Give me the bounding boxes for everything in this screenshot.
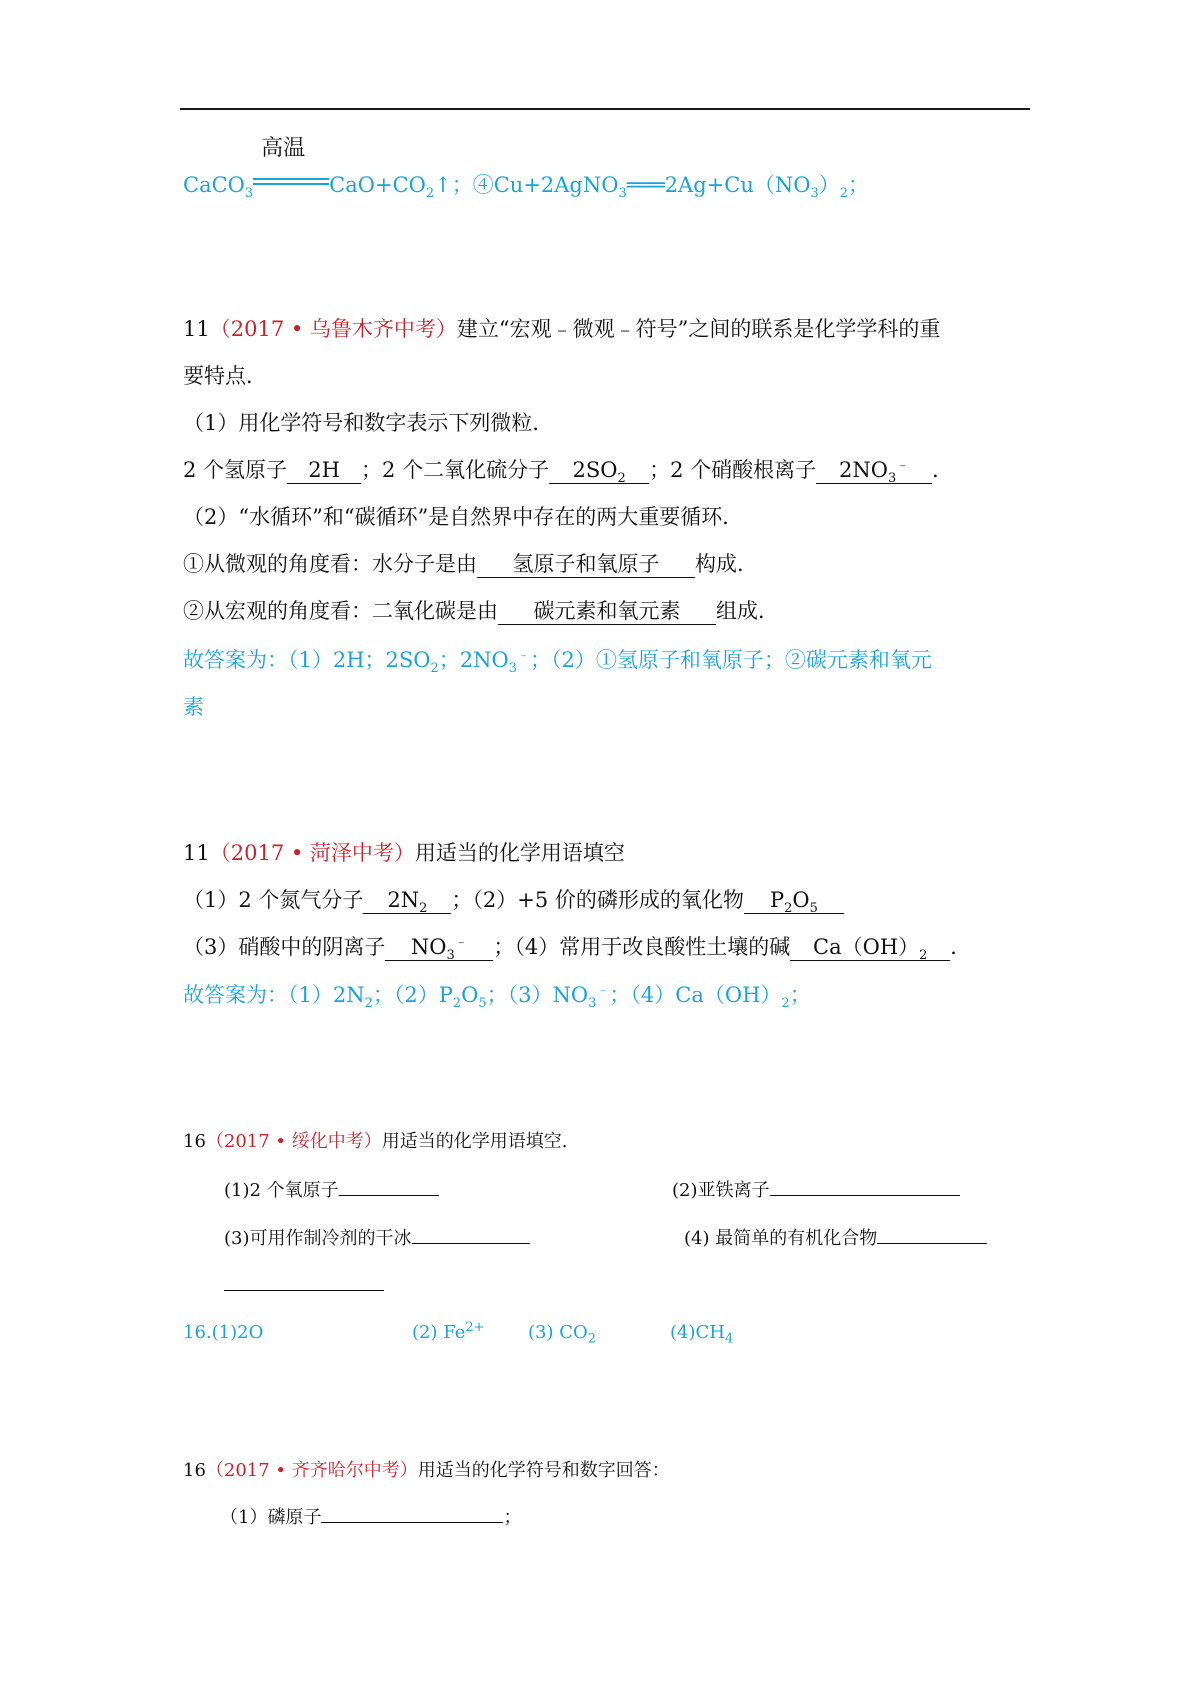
part-title: （2）“水循环”和“碳循环”是自然界中存在的两大重要循环． <box>183 505 744 529</box>
eq-sub: 3 <box>618 186 627 202</box>
fill-label: 组成． <box>716 599 779 623</box>
q3-item3 <box>224 1223 530 1254</box>
question-stem: 用适当的化学用语填空 <box>414 841 625 865</box>
answer-sub: 2 <box>364 996 373 1012</box>
q2-line1 <box>183 885 844 915</box>
fill-label: ；（4）常用于改良酸性土壤的碱 <box>493 935 791 959</box>
condition-bar <box>253 178 329 180</box>
eq-text: CaCO <box>183 173 245 197</box>
part-title: （1）用化学符号和数字表示下列微粒． <box>183 411 554 435</box>
answer-sup: ﹣ <box>896 458 910 473</box>
q4-item1 <box>220 1502 521 1533</box>
answer-sub: 3 <box>588 996 597 1012</box>
answer-blank <box>363 887 451 917</box>
answer-blank <box>477 551 695 578</box>
fill-label: ；2 个二氧化硫分子 <box>361 458 550 482</box>
q3-answer-4 <box>670 1318 733 1348</box>
q3-stem <box>183 1127 568 1157</box>
answer-sub: 3 <box>887 471 897 487</box>
fill-label: （1）2 个氮气分子 <box>183 888 364 912</box>
answer-sub: 2 <box>919 948 928 964</box>
q3-answer-3 <box>528 1318 596 1348</box>
answer-text: Ca（OH） <box>813 935 920 959</box>
answer-sub: 2 <box>430 661 439 677</box>
answer-sub: 5 <box>809 901 818 917</box>
q1-answer-line1 <box>183 645 932 675</box>
answer-key: O <box>461 983 479 1007</box>
answer-blank <box>287 457 361 484</box>
fill-label: (3)可用作制冷剂的干冰 <box>224 1228 412 1249</box>
eq-sub: 3 <box>244 186 254 202</box>
answer-text: P <box>769 888 785 912</box>
question-source: （2017 • 菏泽中考） <box>209 841 415 865</box>
answer-blank <box>385 934 493 964</box>
fill-label: （1）磷原子 <box>220 1507 322 1528</box>
q1-part2-item2 <box>183 596 779 626</box>
answer-text: O <box>792 888 810 912</box>
eq-text: ↑；④Cu+2AgNO <box>434 173 619 197</box>
answer-blank <box>790 934 950 964</box>
question-stem: 要特点． <box>183 364 267 388</box>
top-equation <box>183 136 870 202</box>
condition-bar <box>253 183 329 185</box>
answer-key: 故答案为：（1）2H；2SO <box>183 648 431 672</box>
eq-sub: 3 <box>810 186 819 202</box>
answer-blank <box>498 598 716 625</box>
answer-key: 16.(1)2O <box>183 1322 264 1343</box>
q2-line2 <box>183 932 971 962</box>
answer-sup: 2+ <box>465 1320 485 1335</box>
q2-answer <box>183 980 811 1010</box>
answer-blank[interactable] <box>770 1175 960 1196</box>
condition-text: 高温 <box>261 136 306 161</box>
answer-sub: 2 <box>784 901 793 917</box>
q3-item2 <box>672 1175 960 1206</box>
answer-sub: 2 <box>419 901 428 917</box>
q2-stem <box>183 838 625 868</box>
q3-item1 <box>224 1175 439 1206</box>
eq-text: ； <box>848 173 870 197</box>
fill-label: ． <box>950 935 972 959</box>
fill-label: ①从微观的角度看：水分子是由 <box>183 552 477 576</box>
q4-stem <box>183 1456 670 1486</box>
question-source: （2017 • 绥化中考） <box>205 1131 382 1152</box>
answer-blank[interactable] <box>877 1223 987 1244</box>
question-stem: 用适当的化学用语填空. <box>381 1131 568 1152</box>
question-stem: 建立“宏观﹣微观﹣符号”之间的联系是化学学科的重 <box>456 317 941 341</box>
q1-part1-answers <box>183 455 953 485</box>
answer-sub: 3 <box>508 661 518 677</box>
fill-label: (2)亚铁离子 <box>672 1180 770 1201</box>
answer-blank[interactable] <box>321 1502 503 1523</box>
answer-key: 素 <box>183 695 204 719</box>
fill-label: （3）硝酸中的阴离子 <box>183 935 386 959</box>
q1-stem-line2 <box>183 361 267 391</box>
answer-sub: 2 <box>452 996 462 1012</box>
answer-blank[interactable] <box>339 1175 439 1196</box>
answer-blank <box>816 457 932 487</box>
question-source: （2017 • 乌鲁木齐中考） <box>209 317 457 341</box>
q3-item4-continuation <box>224 1270 384 1301</box>
eq-text: CaO+CO <box>329 173 426 197</box>
answer-text: 2H <box>308 458 340 482</box>
answer-key: 故答案为：（1）2N <box>183 983 365 1007</box>
q3-answer-1 <box>183 1318 263 1348</box>
answer-key: ；（2）P <box>372 983 453 1007</box>
question-stem: 用适当的化学符号和数字回答： <box>417 1460 670 1481</box>
answer-sub: 2 <box>587 1331 597 1347</box>
answer-key: ； <box>789 983 811 1007</box>
fill-label: ； <box>503 1507 522 1528</box>
eq-sub: 2 <box>839 186 849 202</box>
answer-key: ；（2）①氢原子和氧原子；②碳元素和氧元 <box>530 648 932 672</box>
answer-blank[interactable] <box>224 1270 384 1291</box>
question-number: 11 <box>183 317 210 341</box>
fill-label: ． <box>932 458 954 482</box>
q3-item4 <box>684 1223 987 1254</box>
fill-label: (1)2 个氧原子 <box>224 1180 339 1201</box>
answer-key: ；（3）NO <box>486 983 589 1007</box>
fill-label: ②从宏观的角度看：二氧化碳是由 <box>183 599 498 623</box>
question-number: 11 <box>183 841 210 865</box>
answer-key: ；2NO <box>438 648 509 672</box>
answer-text: NO <box>410 935 447 959</box>
eq-text: ） <box>818 173 840 197</box>
answer-text: 2NO <box>839 458 888 482</box>
answer-blank[interactable] <box>412 1223 530 1244</box>
eq-sub: 2 <box>425 186 435 202</box>
question-number: 16 <box>183 1460 206 1481</box>
answer-text: 氢原子和氧原子 <box>512 552 660 576</box>
answer-sub: 5 <box>478 996 487 1012</box>
fill-label: 2 个氢原子 <box>183 458 288 482</box>
answer-blank <box>549 457 649 487</box>
fill-label: ；（2）+5 价的磷形成的氧化物 <box>451 888 744 912</box>
fill-label: 构成． <box>695 552 758 576</box>
q3-answer-2 <box>412 1318 485 1348</box>
answer-sub: 4 <box>724 1331 734 1347</box>
fill-label: (4) 最简单的有机化合物 <box>684 1228 878 1249</box>
answer-sub: 3 <box>446 948 455 964</box>
q1-part2-item1 <box>183 549 758 579</box>
answer-key: (3) CO <box>528 1322 588 1343</box>
answer-key: ；（4）Ca（OH） <box>609 983 782 1007</box>
answer-key: (4)CH <box>670 1322 725 1343</box>
answer-sup: ﹣ <box>596 983 610 998</box>
q1-part1-title <box>183 408 553 438</box>
answer-text: 2N <box>387 888 420 912</box>
eq-text: ═══2Ag+Cu（NO <box>626 173 811 197</box>
answer-key: (2) Fe <box>412 1322 466 1343</box>
answer-sup: ﹣ <box>454 935 468 950</box>
q1-answer-line2 <box>183 692 204 722</box>
fill-label: ；2 个硝酸根离子 <box>649 458 817 482</box>
answer-sup: ﹣ <box>517 648 531 663</box>
reaction-condition <box>253 136 329 192</box>
answer-sub: 2 <box>781 996 790 1012</box>
answer-text: 2SO <box>572 458 618 482</box>
q1-part2-title <box>183 502 743 532</box>
q1-stem-line1 <box>183 314 940 344</box>
question-source: （2017 • 齐齐哈尔中考） <box>205 1460 418 1481</box>
answer-sub: 2 <box>617 471 626 487</box>
header-rule <box>180 108 1030 110</box>
answer-text: 碳元素和氧元素 <box>533 599 681 623</box>
question-number: 16 <box>183 1131 206 1152</box>
answer-blank <box>744 887 844 917</box>
